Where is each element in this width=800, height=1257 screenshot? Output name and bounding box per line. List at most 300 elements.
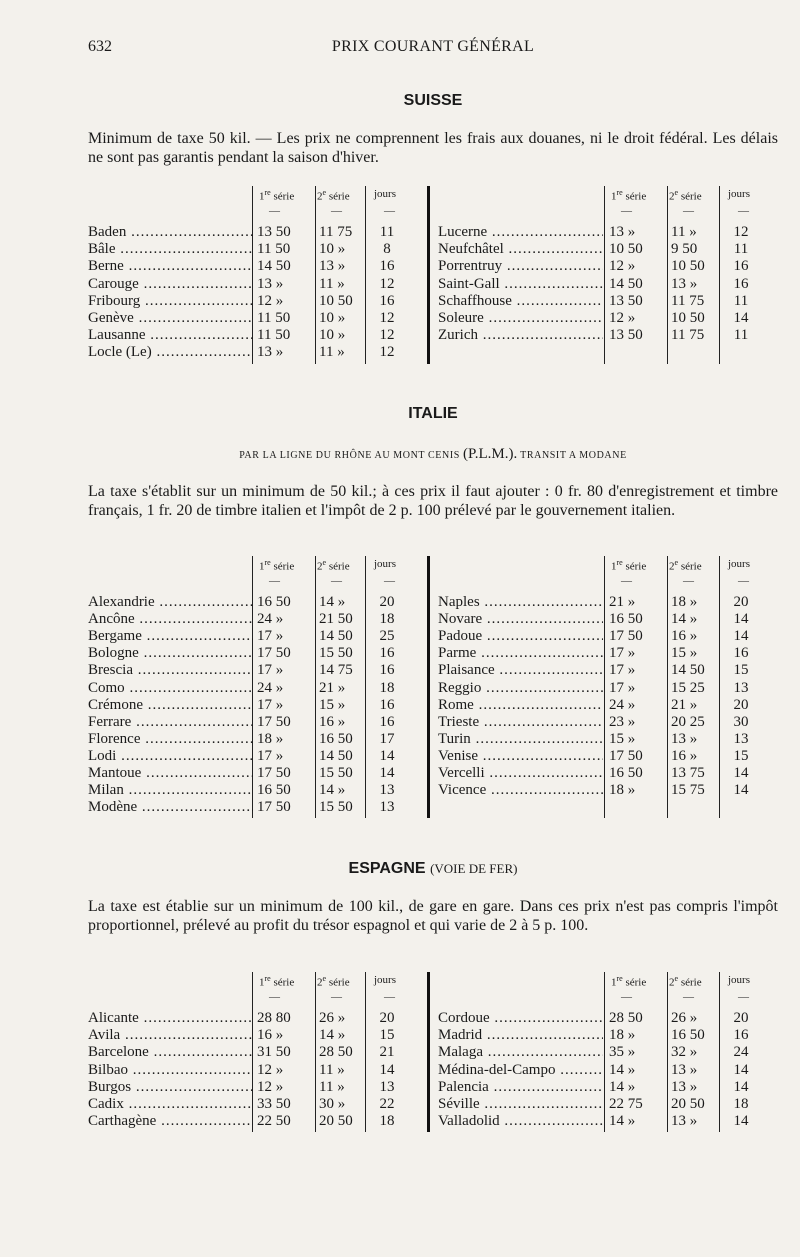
table-row (88, 765, 428, 782)
col-dash: — (738, 205, 749, 217)
table-row (438, 731, 778, 748)
col-header-serie-1: 1re série (259, 188, 295, 203)
price-serie-1: 14 » (609, 1078, 636, 1095)
price-serie-1: 17 50 (609, 747, 643, 764)
table-row (88, 1096, 428, 1113)
place-name: Saint-Gall ..... (438, 276, 603, 293)
delay-days: 13 (379, 799, 395, 816)
price-serie-2: 11 » (319, 1061, 345, 1078)
table-row (438, 680, 778, 697)
col-dash: — (384, 991, 395, 1003)
price-serie-1: 10 50 (609, 241, 643, 258)
price-serie-2: 11 » (671, 224, 697, 240)
price-serie-2: 13 » (671, 1113, 698, 1130)
delay-days: 16 (733, 1027, 749, 1044)
price-serie-1: 17 » (609, 679, 636, 696)
table-half-left (88, 972, 428, 1132)
col-header-jours: jours (728, 558, 750, 570)
col-header-serie-1: 1re série (259, 974, 295, 989)
price-serie-2: 30 » (319, 1096, 346, 1112)
delay-days: 12 (733, 224, 749, 240)
price-serie-2: 21 » (319, 679, 346, 696)
place-name: Rome ..... (438, 697, 603, 714)
place-name: Bilbao ..... (88, 1062, 253, 1079)
place-name: Milan ..... (88, 782, 253, 799)
delay-days: 12 (379, 310, 395, 326)
delay-days: 14 (379, 747, 395, 764)
col-dash: — (331, 991, 342, 1003)
col-header-jours: jours (728, 188, 750, 200)
place-name: Médina-del-Campo ..... (438, 1062, 603, 1079)
price-serie-2: 10 50 (671, 258, 705, 275)
col-header-jours: jours (374, 974, 396, 986)
price-serie-2: 11 » (319, 344, 345, 361)
col-dash: — (331, 205, 342, 217)
price-serie-1: 17 50 (257, 799, 291, 816)
delay-days: 16 (379, 292, 395, 309)
col-header-sup: re (616, 558, 623, 567)
price-serie-2: 14 » (671, 611, 698, 628)
delay-days: 20 (733, 594, 749, 610)
subtitle-italie-transit: TRANSIT A MODANE (520, 450, 627, 461)
price-serie-2: 16 » (671, 628, 698, 645)
col-header-sup: e (674, 558, 679, 567)
delay-days: 14 (733, 310, 749, 326)
place-name: Parme ..... (438, 645, 603, 662)
table-row (88, 1062, 428, 1079)
delay-days: 20 (733, 1010, 749, 1026)
table-italie (88, 556, 778, 818)
table-row (88, 344, 428, 361)
col-header-serie-1: 1re série (611, 974, 647, 989)
delay-days: 14 (379, 765, 395, 781)
table-half-right (438, 972, 778, 1132)
place-name: Cadix ..... (88, 1096, 253, 1113)
place-name: Malaga ..... (438, 1044, 603, 1061)
delay-days: 25 (379, 628, 395, 645)
delay-days: 8 (383, 241, 391, 258)
price-serie-1: 28 50 (609, 1010, 643, 1026)
price-serie-2: 10 50 (319, 292, 353, 309)
delay-days: 13 (733, 730, 749, 747)
place-name: Palencia ..... (438, 1079, 603, 1096)
delay-days: 14 (733, 611, 749, 628)
table-row (88, 731, 428, 748)
table-row (438, 1010, 778, 1027)
price-serie-1: 16 50 (257, 782, 291, 799)
place-name: Florence ..... (88, 731, 253, 748)
price-serie-2: 11 » (319, 275, 345, 292)
table-row (438, 1079, 778, 1096)
col-header-serie-2: 2e série (317, 558, 350, 573)
price-serie-2: 13 » (671, 1078, 698, 1095)
delay-days: 18 (379, 679, 395, 696)
price-serie-1: 13 50 (609, 327, 643, 344)
price-serie-2: 15 » (671, 645, 698, 662)
price-serie-1: 28 80 (257, 1010, 291, 1026)
table-row (438, 1113, 778, 1130)
col-header-sup: e (322, 974, 327, 983)
col-header-serie-1: 1re série (259, 558, 295, 573)
price-serie-1: 17 50 (609, 628, 643, 645)
place-name: Séville ..... (438, 1096, 603, 1113)
price-serie-2: 10 » (319, 241, 346, 258)
place-name: Alexandrie ..... (88, 594, 253, 611)
table-row (438, 765, 778, 782)
place-name: Alicante ..... (88, 1010, 253, 1027)
place-name: Madrid ..... (438, 1027, 603, 1044)
note-italie: La taxe s'établit sur un minimum de 50 kil.; à ces prix il faut ajouter : 0 fr. 80 d'enregistrement et timbre français, 1 fr. 20 de timbre italien et l'impôt de 2 p. 100 prélevé par le gouvernement italien. (88, 483, 778, 519)
table-row (88, 1113, 428, 1130)
delay-days: 16 (379, 645, 395, 662)
price-serie-1: 14 50 (609, 275, 643, 292)
price-serie-1: 17 50 (257, 645, 291, 662)
table-row (88, 224, 428, 241)
table-row (438, 1096, 778, 1113)
delay-days: 14 (733, 765, 749, 781)
price-serie-1: 12 » (257, 292, 284, 309)
price-serie-1: 11 50 (257, 310, 291, 326)
delay-days: 24 (733, 1044, 749, 1061)
price-serie-1: 16 50 (609, 611, 643, 628)
table-row (438, 697, 778, 714)
delay-days: 15 (733, 662, 749, 679)
subtitle-italie-plm: (P.L.M.). (463, 446, 518, 462)
place-name: Avila ..... (88, 1027, 253, 1044)
delay-days: 18 (379, 611, 395, 628)
table-row (438, 310, 778, 327)
price-serie-1: 12 » (257, 1061, 284, 1078)
price-serie-1: 16 » (257, 1027, 284, 1044)
place-name: Fribourg ..... (88, 293, 253, 310)
delay-days: 20 (379, 594, 395, 610)
price-serie-2: 20 50 (319, 1113, 353, 1130)
price-serie-1: 15 » (609, 730, 636, 747)
place-name: Como ..... (88, 680, 253, 697)
delay-days: 14 (733, 782, 749, 799)
table-row (438, 611, 778, 628)
delay-days: 11 (733, 241, 749, 258)
table-row (88, 1027, 428, 1044)
delay-days: 22 (379, 1096, 395, 1112)
price-serie-1: 17 » (257, 628, 284, 645)
table-row (88, 594, 428, 611)
price-serie-2: 9 50 (671, 241, 698, 258)
table-row (438, 241, 778, 258)
place-name: Porrentruy ..... (438, 258, 603, 275)
place-name: Reggio ..... (438, 680, 603, 697)
place-name: Modène ..... (88, 799, 253, 816)
price-serie-1: 22 50 (257, 1113, 291, 1130)
price-serie-2: 26 » (319, 1010, 346, 1026)
place-name: Brescia ..... (88, 662, 253, 679)
place-name: Neufchâtel ..... (438, 241, 603, 258)
delay-days: 16 (733, 258, 749, 275)
place-name: Vicence ..... (438, 782, 603, 799)
place-name: Soleure ..... (438, 310, 603, 327)
place-name: Plaisance ..... (438, 662, 603, 679)
col-header-sup: e (322, 188, 327, 197)
col-dash: — (683, 575, 694, 587)
col-header-serie-1: 1re série (611, 188, 647, 203)
price-serie-2: 11 » (319, 1078, 345, 1095)
place-name: Baden ..... (88, 224, 253, 241)
table-row (438, 1062, 778, 1079)
col-dash: — (331, 575, 342, 587)
delay-days: 17 (379, 730, 395, 747)
price-serie-2: 11 75 (671, 327, 705, 344)
section-title-espagne (0, 860, 800, 878)
table-row (88, 258, 428, 275)
table-suisse (88, 186, 778, 366)
place-name: Crémone ..... (88, 697, 253, 714)
price-serie-1: 12 » (609, 258, 636, 275)
place-name: Ancône ..... (88, 611, 253, 628)
price-serie-1: 17 » (257, 696, 284, 713)
col-dash: — (683, 205, 694, 217)
table-half-left (88, 556, 428, 818)
note-suisse: Minimum de taxe 50 kil. — Les prix ne comprennent les frais aux douanes, ni le droit fédéral. Les délais ne sont pas garantis pendant la saison d'hiver. (88, 130, 778, 166)
table-row (438, 748, 778, 765)
table-row (438, 1027, 778, 1044)
table-row (438, 276, 778, 293)
delay-days: 13 (379, 1078, 395, 1095)
price-serie-2: 28 50 (319, 1044, 353, 1061)
price-serie-1: 24 » (257, 611, 284, 628)
table-row (88, 628, 428, 645)
price-serie-2: 14 50 (319, 628, 353, 645)
delay-days: 15 (379, 1027, 395, 1044)
table-row (438, 224, 778, 241)
table-half-left (88, 186, 428, 364)
price-serie-1: 12 » (257, 1078, 284, 1095)
delay-days: 14 (733, 1078, 749, 1095)
place-name: Locle (Le) ..... (88, 344, 253, 361)
place-name: Turin ..... (438, 731, 603, 748)
price-serie-2: 15 75 (671, 782, 705, 799)
table-row (88, 1044, 428, 1061)
col-dash: — (269, 205, 280, 217)
table-row (438, 594, 778, 611)
price-serie-2: 14 75 (319, 662, 353, 679)
price-serie-2: 13 » (671, 275, 698, 292)
price-serie-2: 10 » (319, 310, 346, 326)
table-row (88, 611, 428, 628)
place-name: Naples ..... (438, 594, 603, 611)
table-row (88, 1010, 428, 1027)
subtitle-italie-route: PAR LA LIGNE DU RHÔNE AU MONT CENIS (239, 450, 460, 461)
place-name: Vercelli ..... (438, 765, 603, 782)
delay-days: 11 (379, 224, 395, 240)
price-serie-1: 33 50 (257, 1096, 291, 1112)
delay-days: 14 (733, 628, 749, 645)
price-serie-1: 17 » (257, 662, 284, 679)
price-serie-2: 14 » (319, 594, 346, 610)
delay-days: 16 (733, 275, 749, 292)
table-row (438, 645, 778, 662)
place-name: Novare ..... (438, 611, 603, 628)
price-serie-2: 10 » (319, 327, 346, 344)
place-name: Lucerne ..... (438, 224, 603, 241)
table-row (88, 782, 428, 799)
table-row (88, 697, 428, 714)
section-title-suisse: SUISSE (403, 92, 463, 109)
place-name: Schaffhouse ..... (438, 293, 603, 310)
place-name: Bâle ..... (88, 241, 253, 258)
table-row (438, 714, 778, 731)
price-serie-1: 11 50 (257, 241, 291, 258)
price-serie-2: 14 50 (671, 662, 705, 679)
price-serie-1: 21 » (609, 594, 636, 610)
place-name: Barcelone ..... (88, 1044, 253, 1061)
col-header-sup: e (674, 974, 679, 983)
section-title-italie: ITALIE (408, 405, 458, 422)
col-header-serie-2: 2e série (669, 974, 702, 989)
place-name: Padoue ..... (438, 628, 603, 645)
price-serie-2: 18 » (671, 594, 698, 610)
price-serie-2: 15 » (319, 696, 346, 713)
table-row (88, 310, 428, 327)
delay-days: 14 (733, 1113, 749, 1130)
place-name: Lodi ..... (88, 748, 253, 765)
place-name: Venise ..... (438, 748, 603, 765)
delay-days: 14 (733, 1061, 749, 1078)
delay-days: 18 (733, 1096, 749, 1112)
col-header-sup: e (674, 188, 679, 197)
price-serie-2: 14 » (319, 782, 346, 799)
running-title: PRIX COURANT GÉNÉRAL (331, 38, 535, 55)
place-name: Trieste ..... (438, 714, 603, 731)
col-dash: — (621, 205, 632, 217)
price-serie-1: 14 » (609, 1061, 636, 1078)
price-serie-2: 13 75 (671, 765, 705, 781)
price-serie-1: 13 » (257, 344, 284, 361)
place-name: Mantoue ..... (88, 765, 253, 782)
delay-days: 16 (379, 696, 395, 713)
delay-days: 12 (379, 344, 395, 361)
col-header-serie-2: 2e série (669, 188, 702, 203)
col-dash: — (384, 205, 395, 217)
table-row (88, 293, 428, 310)
center-rule (427, 556, 430, 818)
price-serie-1: 17 50 (257, 765, 291, 781)
col-dash: — (683, 991, 694, 1003)
col-header-serie-2: 2e série (317, 188, 350, 203)
delay-days: 16 (379, 258, 395, 275)
delay-days: 21 (379, 1044, 395, 1061)
col-dash: — (738, 575, 749, 587)
col-header-sup: re (264, 188, 271, 197)
section-title-espagne-suffix: (VOIE DE FER) (430, 861, 518, 876)
table-espagne (88, 972, 778, 1132)
delay-days: 11 (733, 327, 749, 344)
price-serie-2: 20 25 (671, 713, 705, 730)
price-serie-2: 13 » (671, 730, 698, 747)
place-name: Burgos ..... (88, 1079, 253, 1096)
place-name: Zurich ..... (438, 327, 603, 344)
col-header-jours: jours (374, 558, 396, 570)
price-serie-2: 16 50 (671, 1027, 705, 1044)
table-half-right (438, 186, 778, 364)
price-serie-1: 17 » (257, 747, 284, 764)
table-row (88, 748, 428, 765)
price-serie-1: 11 50 (257, 327, 291, 344)
price-serie-2: 11 75 (671, 292, 705, 309)
delay-days: 14 (379, 1061, 395, 1078)
place-name: Bergame ..... (88, 628, 253, 645)
delay-days: 20 (379, 1010, 395, 1026)
price-serie-2: 10 50 (671, 310, 705, 326)
table-row (438, 1044, 778, 1061)
price-serie-2: 21 » (671, 696, 698, 713)
price-serie-2: 15 50 (319, 799, 353, 816)
price-serie-2: 14 » (319, 1027, 346, 1044)
price-serie-1: 13 50 (609, 292, 643, 309)
price-serie-1: 22 75 (609, 1096, 643, 1112)
place-name: Bologne ..... (88, 645, 253, 662)
table-row (438, 327, 778, 344)
col-header-sup: re (264, 558, 271, 567)
table-row (88, 799, 428, 816)
place-name: Cordoue ..... (438, 1010, 603, 1027)
price-serie-2: 15 50 (319, 645, 353, 662)
price-serie-1: 13 50 (257, 224, 291, 240)
place-name: Lausanne ..... (88, 327, 253, 344)
note-espagne: La taxe est établie sur un minimum de 100 kil., de gare en gare. Dans ces prix n'est pas compris l'impôt proportionnel, prélevé au profit du trésor espagnol et qui varie de 2 à 5 p. 100. (88, 898, 778, 934)
price-serie-2: 13 » (671, 1061, 698, 1078)
price-serie-1: 17 » (609, 662, 636, 679)
delay-days: 16 (379, 713, 395, 730)
price-serie-1: 31 50 (257, 1044, 291, 1061)
col-header-sup: e (322, 558, 327, 567)
col-dash: — (621, 575, 632, 587)
price-serie-1: 12 » (609, 310, 636, 326)
price-serie-2: 15 25 (671, 679, 705, 696)
col-header-serie-1: 1re série (611, 558, 647, 573)
price-serie-1: 18 » (609, 782, 636, 799)
delay-days: 16 (379, 662, 395, 679)
price-serie-1: 18 » (257, 730, 284, 747)
price-serie-1: 35 » (609, 1044, 636, 1061)
price-serie-1: 24 » (609, 696, 636, 713)
price-serie-1: 13 » (609, 224, 636, 240)
price-serie-2: 16 50 (319, 730, 353, 747)
table-row (438, 628, 778, 645)
price-serie-1: 13 » (257, 275, 284, 292)
col-header-sup: re (616, 974, 623, 983)
price-serie-2: 20 50 (671, 1096, 705, 1112)
delay-days: 12 (379, 327, 395, 344)
delay-days: 15 (733, 747, 749, 764)
price-serie-2: 16 » (319, 713, 346, 730)
delay-days: 30 (733, 713, 749, 730)
table-half-right (438, 556, 778, 818)
price-serie-1: 16 50 (609, 765, 643, 781)
col-header-jours: jours (728, 974, 750, 986)
page-number: 632 (88, 38, 112, 55)
delay-days: 11 (733, 292, 749, 309)
place-name: Valladolid ..... (438, 1113, 603, 1130)
col-header-jours: jours (374, 188, 396, 200)
table-row (88, 327, 428, 344)
table-row (438, 662, 778, 679)
center-rule (427, 972, 430, 1132)
price-serie-2: 32 » (671, 1044, 698, 1061)
col-header-serie-2: 2e série (669, 558, 702, 573)
col-dash: — (269, 575, 280, 587)
table-row (88, 662, 428, 679)
subtitle-italie (88, 446, 778, 463)
